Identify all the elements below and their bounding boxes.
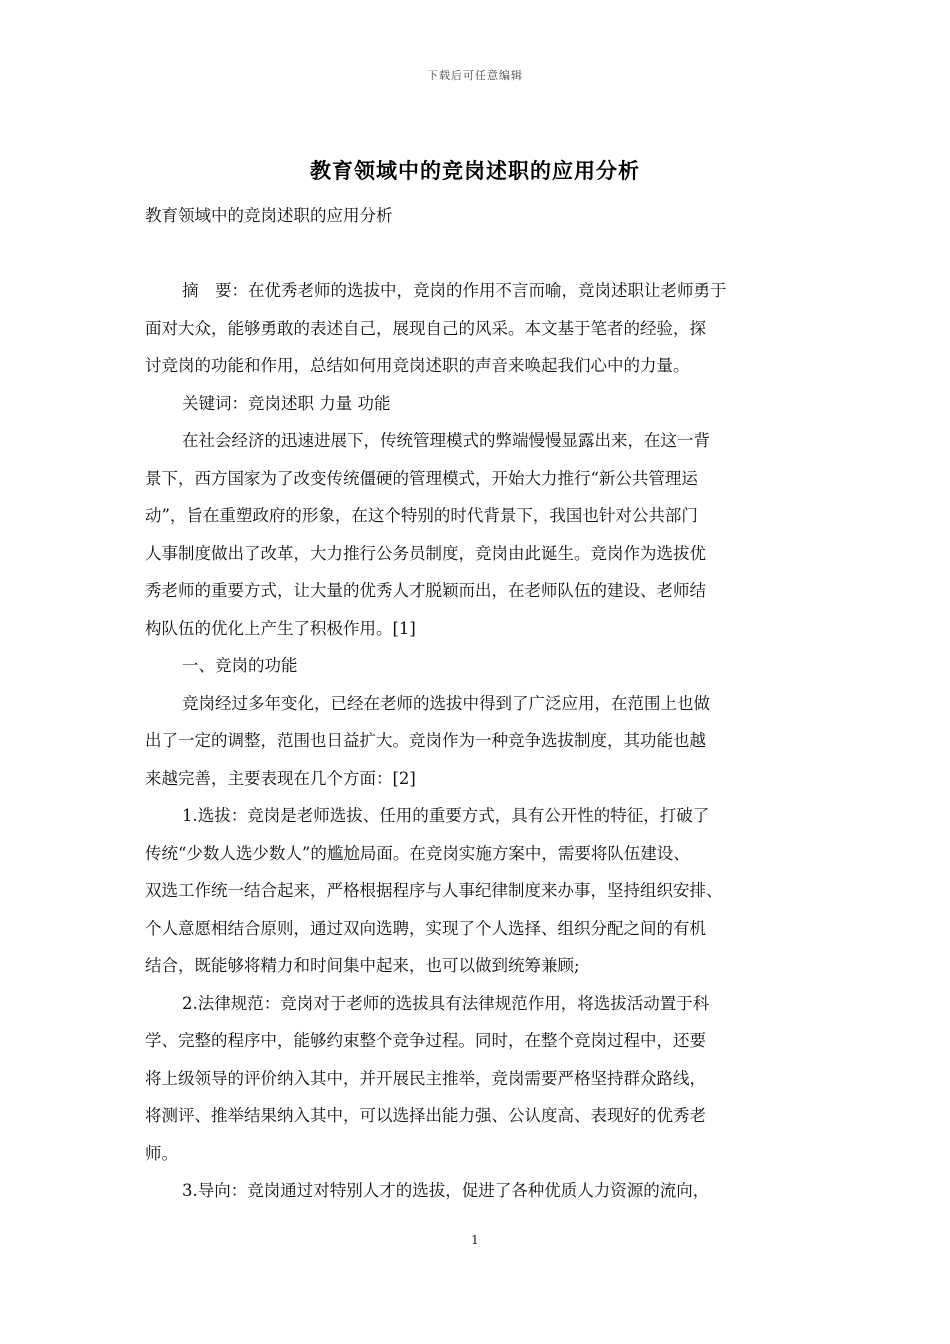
paragraph-line: 来越完善，主要表现在几个方面：[2] <box>145 768 416 788</box>
list-item-line: 将测评、推举结果纳入其中，可以选择出能力强、公认度高、表现好的优秀老 <box>145 1106 706 1125</box>
paragraph-line: 人事制度做出了改革，大力推行公务员制度，竞岗由此诞生。竞岗作为选拔优 <box>145 543 706 563</box>
document-subtitle: 教育领域中的竞岗述职的应用分析 <box>145 206 393 225</box>
abstract-line: 摘 要：在优秀老师的选拔中，竞岗的作用不言而喻，竞岗述职让老师勇于 <box>182 281 727 300</box>
paragraph-line: 出了一定的调整，范围也日益扩大。竞岗作为一种竞争选拔制度，其功能也越 <box>145 731 706 750</box>
abstract-line: 讨竞岗的功能和作用，总结如何用竞岗述职的声音来唤起我们心中的力量。 <box>145 356 690 375</box>
list-item-line: 学、完整的程序中，能够约束整个竞争过程。同时，在整个竞岗过程中，还要 <box>145 1031 706 1050</box>
paragraph-line: 景下，西方国家为了改变传统僵硬的管理模式，开始大力推行“新公共管理运 <box>145 468 698 488</box>
list-item-line: 师。 <box>145 1143 178 1163</box>
list-item-line: 个人意愿相结合原则，通过双向选聘，实现了个人选择、组织分配之间的有机 <box>145 918 706 938</box>
paragraph-line: 竞岗经过多年变化，已经在老师的选拔中得到了广泛应用，在范围上也做 <box>182 693 710 713</box>
page-number: 1 <box>471 1233 479 1247</box>
document-body <box>145 272 807 1210</box>
list-item-line: 双选工作统一结合起来，严格根据程序与人事纪律制度来办事，坚持组织安排、 <box>145 881 723 900</box>
list-item-line: 2.法律规范：竞岗对于老师的选拔具有法律规范作用，将选拔活动置于科 <box>182 993 710 1013</box>
paragraph-line: 动”，旨在重塑政府的形象，在这个特别的时代背景下，我国也针对公共部门 <box>145 506 698 525</box>
paragraph-line: 在社会经济的迅速进展下，传统管理模式的弊端慢慢显露出来，在这一背 <box>182 431 710 450</box>
list-item-line: 传统“少数人选少数人”的尴尬局面。在竞岗实施方案中，需要将队伍建设、 <box>145 843 690 863</box>
page-header: 下载后可任意编辑 <box>427 69 523 82</box>
document-title: 教育领域中的竞岗述职的应用分析 <box>310 158 640 183</box>
keywords-line: 关键词：竞岗述职 力量 功能 <box>182 393 391 413</box>
list-item-line: 1.选拔：竞岗是老师选拔、任用的重要方式，具有公开性的特征，打破了 <box>182 806 710 825</box>
list-item-line: 结合，既能够将精力和时间集中起来，也可以做到统筹兼顾; <box>145 956 580 975</box>
list-item-line: 将上级领导的评价纳入其中，并开展民主推举，竞岗需要严格坚持群众路线， <box>145 1068 706 1088</box>
paragraph-line: 秀老师的重要方式，让大量的优秀人才脱颖而出，在老师队伍的建设、老师结 <box>145 581 706 600</box>
section-heading: 一、竞岗的功能 <box>182 656 298 675</box>
abstract-line: 面对大众，能够勇敢的表述自己，展现自己的风采。本文基于笔者的经验，探 <box>145 318 706 338</box>
paragraph-line: 构队伍的优化上产生了积极作用。[1] <box>145 618 416 638</box>
list-item-line: 3.导向：竞岗通过对特别人才的选拔，促进了各种优质人力资源的流向， <box>182 1181 710 1200</box>
